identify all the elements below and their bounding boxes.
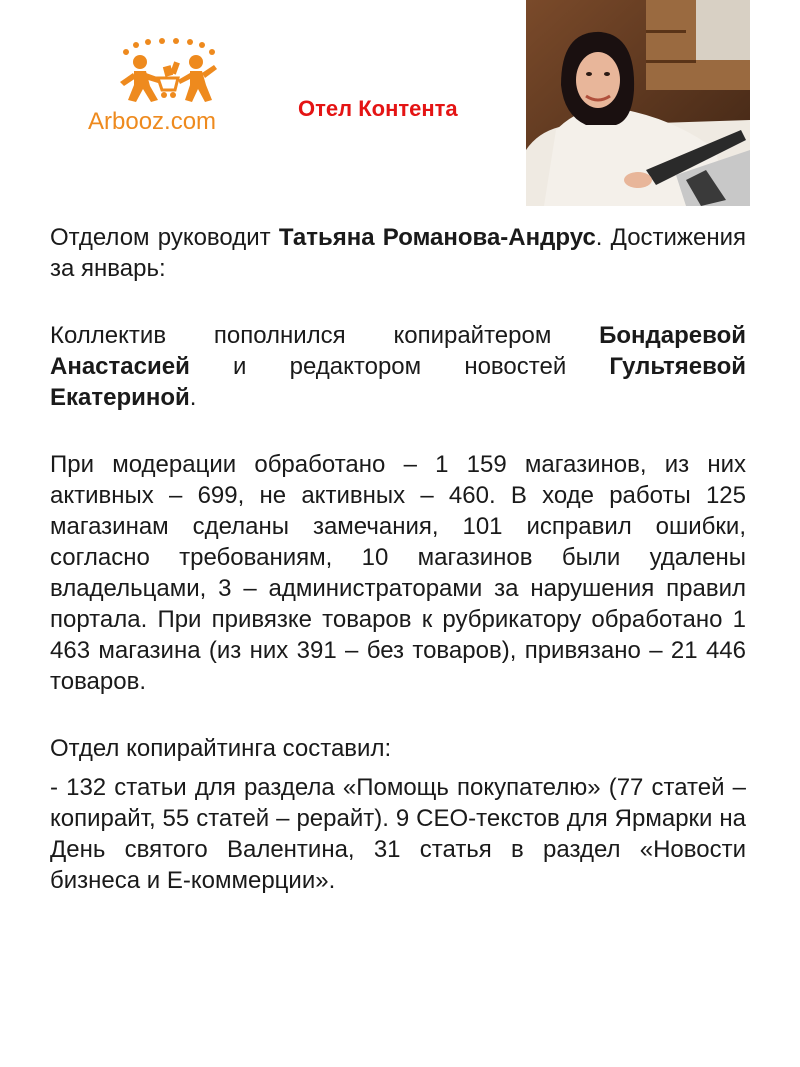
department-title: Отел Контента (298, 96, 458, 121)
editor-name: Гультяевой Екатериной (50, 353, 746, 411)
department-head-photo (526, 0, 750, 206)
logo-figures-icon (106, 38, 236, 110)
arbooz-logo (88, 38, 248, 138)
moderation-paragraph: При модерации обработано – 1 159 магазинов, из них активных – 699, не активных – 460. В ходе работы 125 магазинам сделаны замечания, 101 исправил ошибки, согласно требованиям, 10 магазинов были удалены владельцами, 3 – администраторами за нарушения правил портала. При привязке товаров к рубрикатору обработано 1 463 магазина (из них 391 – без товаров), привязано – 21 446 товаров. (50, 451, 746, 695)
copywriting-heading: Отдел копирайтинга составил: (50, 735, 392, 762)
copywriting-paragraph: - 132 статьи для раздела «Помощь покупателю» (77 статей – копирайт, 55 статей – рерайт). 9 СЕО-текстов для Ярмарки на День святого Валентина, 31 статья в раздел «Новости бизнеса и Е-коммерции». (50, 774, 746, 894)
copywriter-name: Бондаревой Анастасией (50, 322, 746, 380)
intro-paragraph: Отделом руководит Татьяна Романова-Андрус. Достижения за январь: (50, 224, 746, 282)
person-photo-icon (526, 0, 750, 206)
logo-text: Arbooz.com (88, 108, 217, 135)
team-paragraph: Коллектив пополнился копирайтером Бондаревой Анастасией и редактором новостей Гультяевой Екатериной. (50, 322, 746, 411)
report-body (50, 222, 746, 896)
head-name: Татьяна Романова-Андрус (278, 224, 596, 251)
